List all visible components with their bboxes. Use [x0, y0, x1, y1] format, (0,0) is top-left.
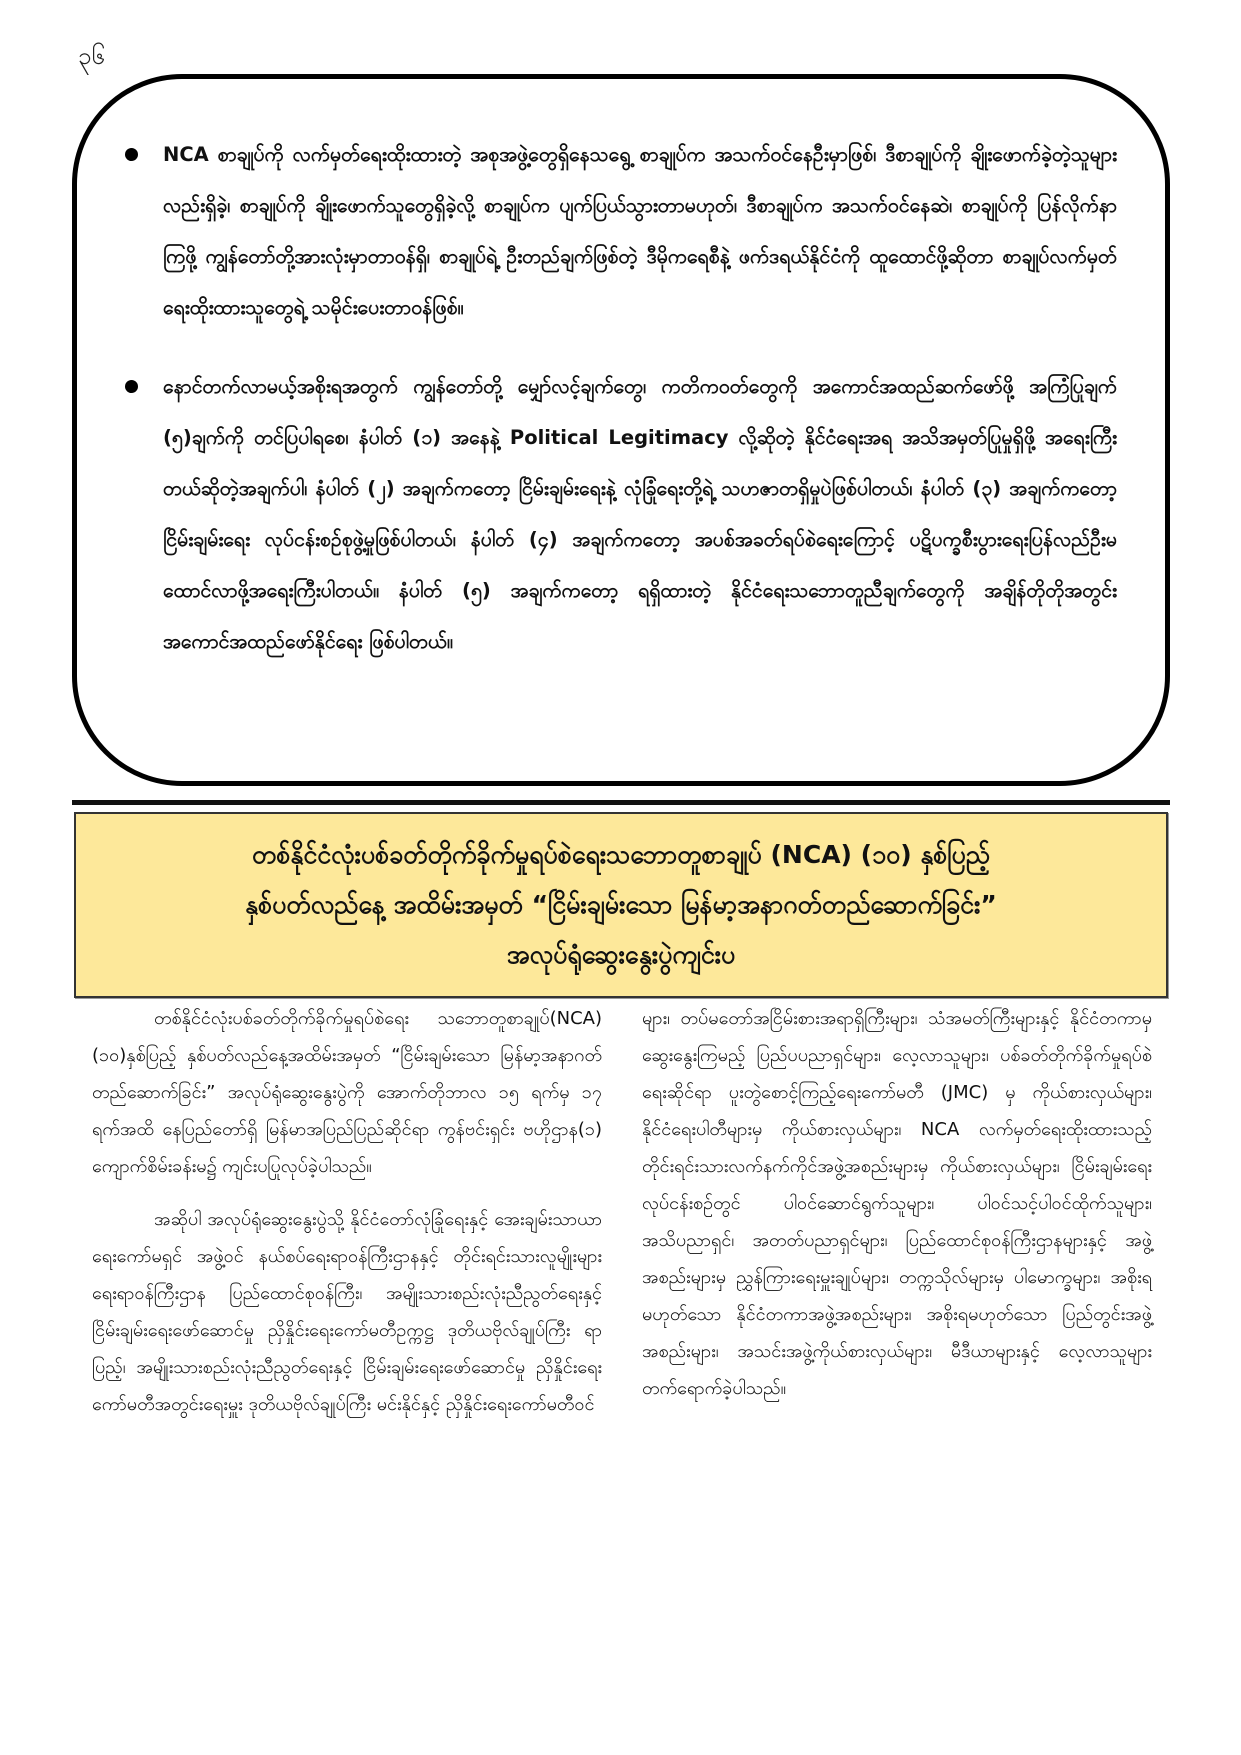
section-divider — [72, 800, 1170, 805]
article-title-banner — [74, 812, 1168, 998]
page-number: ၃၆ — [78, 42, 105, 70]
callout-bullet-text: နောင်တက်လာမယ့်အစိုးရအတွက် ကျွန်တော်တို့ မျှော်လင့်ချက်တွေ၊ ကတိကဝတ်တွေကို အကောင်အထည်ဆက်ဖော်ဖို့ အကြံပြုချက် (၅)ချက်ကို တင်ပြပါရစေ၊ နံပါတ် (၁) အနေနဲ့ Political Legitimacy လို့ဆိုတဲ့ နိုင်ငံရေးအရ အသိအမှတ်ပြုမှုရှိဖို့ အရေးကြီးတယ်ဆိုတဲ့အချက်ပါ၊ နံပါတ် (၂) အချက်ကတော့ ငြိမ်းချမ်းရေးနဲ့ လုံခြုံရေးတို့ရဲ့ သဟဇာတရှိမှုပဲဖြစ်ပါတယ်၊ နံပါတ် (၃) အချက်ကတော့ ငြိမ်းချမ်းရေး လုပ်ငန်းစဉ်စုဖွဲ့မှုဖြစ်ပါတယ်၊ နံပါတ် (၄) အချက်ကတော့ အပစ်အခတ်ရပ်စဲရေးကြောင့် ပဋိပက္ခစီးပွားရေးပြန်လည်ဦးမထောင်လာဖို့အရေးကြီးပါတယ်။ နံပါတ် (၅) အချက်ကတော့ ရရှိထားတဲ့ နိုင်ငံရေးသဘောတူညီချက်တွေကို အချိန်တိုတိုအတွင်း အကောင်အထည်ဖော်နိုင်ရေး ဖြစ်ပါတယ်။ — [163, 375, 1117, 653]
bullet-icon — [125, 148, 138, 161]
article-paragraph: များ၊ တပ်မတော်အငြိမ်းစားအရာရှိကြီးများ၊ သံအမတ်ကြီးများနှင့် နိုင်ငံတကာမှဆွေးနွေးကြမည့် ပြည်ပပညာရှင်များ၊ လေ့လာသူများ၊ ပစ်ခတ်တိုက်ခိုက်မှုရပ်စဲရေးဆိုင်ရာ ပူးတွဲစောင့်ကြည့်ရေးကော်မတီ (JMC) မှ ကိုယ်စားလှယ်များ၊ နိုင်ငံရေးပါတီများမှ ကိုယ်စားလှယ်များ၊ NCA လက်မှတ်ရေးထိုးထားသည့် တိုင်းရင်းသားလက်နက်ကိုင်အဖွဲ့အစည်းများမှ ကိုယ်စားလှယ်များ၊ ငြိမ်းချမ်းရေးလုပ်ငန်းစဉ်တွင် ပါဝင်ဆောင်ရွက်သူများ၊ ပါဝင်သင့်ပါဝင်ထိုက်သူများ၊ အသိပညာရှင်၊ အတတ်ပညာရှင်များ၊ ပြည်ထောင်စုဝန်ကြီးဌာနများနှင့် အဖွဲ့အစည်းများမှ ညွှန်ကြားရေးမှူးချုပ်များ၊ တက္ကသိုလ်များမှ ပါမောက္ခများ၊ အစိုးရမဟုတ်သော နိုင်ငံတကာအဖွဲ့အစည်းများ၊ အစိုးရမဟုတ်သော ပြည်တွင်းအဖွဲ့အစည်းများ၊ အသင်းအဖွဲ့ကိုယ်စားလှယ်များ၊ မီဒီယာများနှင့် လေ့လာသူများ တက်ရောက်ခဲ့ပါသည်။ — [642, 1008, 1152, 1399]
article-title-line: နှစ်ပတ်လည်နေ့ အထိမ်းအမှတ် “ငြိမ်းချမ်းသော မြန်မာ့အနာဂတ်တည်ဆောက်ခြင်း” — [245, 890, 997, 919]
article-title-line: တစ်နိုင်ငံလုံးပစ်ခတ်တိုက်ခိုက်မှုရပ်စဲရေးသဘောတူစာချုပ် (NCA) (၁၀) နှစ်ပြည့် — [252, 840, 990, 869]
callout-bullet-text: NCA စာချုပ်ကို လက်မှတ်ရေးထိုးထားတဲ့ အစုအဖွဲ့တွေရှိနေသရွေ့ စာချုပ်က အသက်ဝင်နေဦးမှာဖြစ်၊ ဒီစာချုပ်ကို ချိုးဖောက်ခဲ့တဲ့သူများလည်းရှိခဲ့၊ စာချုပ်ကို ချိုးဖောက်သူတွေရှိခဲ့လို့ စာချုပ်က ပျက်ပြယ်သွားတာမဟုတ်၊ ဒီစာချုပ်က အသက်ဝင်နေဆဲ၊ စာချုပ်ကို ပြန်လိုက်နာကြဖို့ ကျွန်တော်တို့အားလုံးမှာတာဝန်ရှိ၊ စာချုပ်ရဲ့ ဦးတည်ချက်ဖြစ်တဲ့ ဒီမိုကရေစီနဲ့ ဖက်ဒရယ်နိုင်ငံကို ထူထောင်ဖို့ဆိုတာ စာချုပ်လက်မှတ်ရေးထိုးထားသူတွေရဲ့ သမိုင်းပေးတာဝန်ဖြစ်။ — [163, 143, 1117, 319]
bullet-icon — [125, 380, 138, 393]
article-title-line: အလုပ်ရုံဆွေးနွေးပွဲကျင်းပ — [506, 940, 736, 969]
article-body — [92, 1000, 1152, 1439]
callout-bullet-item — [125, 129, 1117, 333]
article-paragraph: အဆိုပါ အလုပ်ရုံဆွေးနွေးပွဲသို့ နိုင်ငံတော်လုံခြုံရေးနှင့် အေးချမ်းသာယာရေးကော်မရှင် အဖွဲ့ဝင် နယ်စပ်ရေးရာဝန်ကြီးဌာနနှင့် တိုင်းရင်းသားလူမျိုးများရေးရာဝန်ကြီးဌာန ပြည်ထောင်စုဝန်ကြီး၊ အမျိုးသားစည်းလုံးညီညွတ်ရေးနှင့် ငြိမ်းချမ်းရေးဖော်ဆောင်မှု ညှိနှိုင်းရေးကော်မတီဥက္ကဋ္ဌ ဒုတိယဗိုလ်ချုပ်ကြီး ရာပြည့်၊ အမျိုးသားစည်းလုံးညီညွတ်ရေးနှင့် ငြိမ်းချမ်းရေးဖော်ဆောင်မှု ညှိနှိုင်းရေးကော်မတီအတွင်းရေးမှူး ဒုတိယဗိုလ်ချုပ်ကြီး မင်းနိုင်နှင့် ညှိနှိုင်းရေးကော်မတီဝင် — [92, 1209, 602, 1415]
article-left-column — [92, 1000, 602, 1439]
callout-box — [72, 74, 1170, 786]
article-right-column — [642, 1000, 1152, 1439]
callout-bullet-item — [125, 361, 1117, 667]
article-paragraph: တစ်နိုင်ငံလုံးပစ်ခတ်တိုက်ခိုက်မှုရပ်စဲရေး သဘောတူစာချုပ်(NCA) (၁၀)နှစ်ပြည့် နှစ်ပတ်လည်နေ့အထိမ်းအမှတ် “ငြိမ်းချမ်းသော မြန်မာ့အနာဂတ် တည်ဆောက်ခြင်း” အလုပ်ရုံဆွေးနွေးပွဲကို အောက်တိုဘာလ ၁၅ ရက်မှ ၁၇ ရက်အထိ နေပြည်တော်ရှိ မြန်မာအပြည်ပြည်ဆိုင်ရာ ကွန်ဗင်းရှင်း ဗဟိုဌာန(၁) ကျောက်စိမ်းခန်းမ၌ ကျင်းပပြုလုပ်ခဲ့ပါသည်။ — [92, 1008, 602, 1177]
callout-bullet-list — [125, 129, 1117, 695]
